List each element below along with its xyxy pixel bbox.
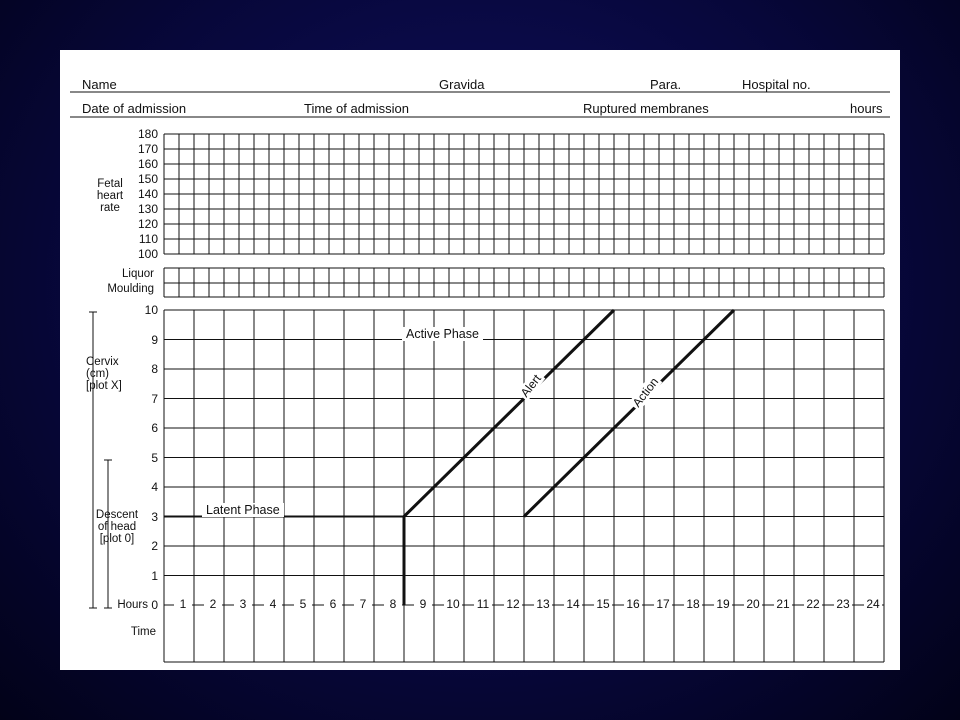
cervix-label: Cervix (cm) [plot X] [86,356,122,392]
hour-tick: 18 [684,598,702,610]
ruptured-membranes-label: Ruptured membranes [583,101,709,116]
hour-tick: 13 [534,598,552,610]
time-label: Time [130,626,156,638]
hours-label: hours [850,101,883,116]
hour-tick: 24 [864,598,882,610]
hour-tick: 23 [834,598,852,610]
hospital-no-label: Hospital no. [742,77,811,92]
cervix-tick: 3 [151,509,158,524]
hour-tick: 17 [654,598,672,610]
fhr-tick: 180 [137,127,158,141]
fhr-tick: 160 [137,157,158,171]
time-of-admission-label: Time of admission [304,101,409,116]
fhr-tick: 140 [137,187,158,201]
fhr-tick: 150 [137,172,158,186]
alert-line-label: Alert [517,371,544,400]
fhr-tick: 110 [138,232,158,246]
active-phase-label: Active Phase [402,327,483,341]
hour-tick: 2 [204,598,222,610]
hour-tick: 1 [174,598,192,610]
partograph-sheet [60,50,900,670]
partograph-grid [60,50,900,670]
cervix-tick: 7 [151,391,158,406]
cervix-tick: 5 [151,450,158,465]
cervix-tick: 2 [151,539,158,553]
hour-tick: 15 [594,598,612,610]
cervix-tick: 9 [151,332,158,347]
moulding-label: Moulding [107,283,154,295]
name-label: Name [82,77,117,92]
action-line [524,310,734,517]
hour-tick: 16 [624,598,642,610]
cervix-tick: 0 [151,598,158,612]
hour-tick: 8 [384,598,402,610]
hour-tick: 7 [354,598,372,610]
fhr-tick: 170 [137,142,158,156]
fhr-tick: 130 [137,202,158,216]
cervix-tick: 10 [144,303,158,317]
gravida-label: Gravida [439,77,485,92]
hour-tick: 11 [474,598,492,610]
hour-tick: 4 [264,598,282,610]
hour-tick: 9 [414,598,432,610]
cervix-tick: 8 [151,362,158,376]
action-line-label: Action [629,374,662,410]
hour-tick: 12 [504,598,522,610]
hour-tick: 6 [324,598,342,610]
hour-tick: 19 [714,598,732,610]
latent-phase-label: Latent Phase [202,503,284,517]
hour-tick: 10 [444,598,462,610]
hour-tick: 21 [774,598,792,610]
fhr-tick: 120 [137,217,158,231]
hours-axis-label: Hours [117,599,148,611]
cervix-tick: 1 [151,568,158,583]
cervix-tick: 6 [151,421,158,435]
descent-label: Descent of head [plot 0] [95,509,139,545]
liquor-label: Liquor [122,268,154,280]
fhr-tick: 100 [137,247,158,261]
hour-tick: 5 [294,598,312,610]
cervix-tick: 4 [151,480,158,494]
date-of-admission-label: Date of admission [82,101,187,116]
hour-tick: 22 [804,598,822,610]
para-label: Para. [650,77,682,92]
hour-tick: 3 [234,598,252,610]
fetal-heart-rate-label: Fetal heart rate [96,178,124,214]
hour-tick: 14 [564,598,582,610]
hour-tick: 20 [744,598,762,610]
